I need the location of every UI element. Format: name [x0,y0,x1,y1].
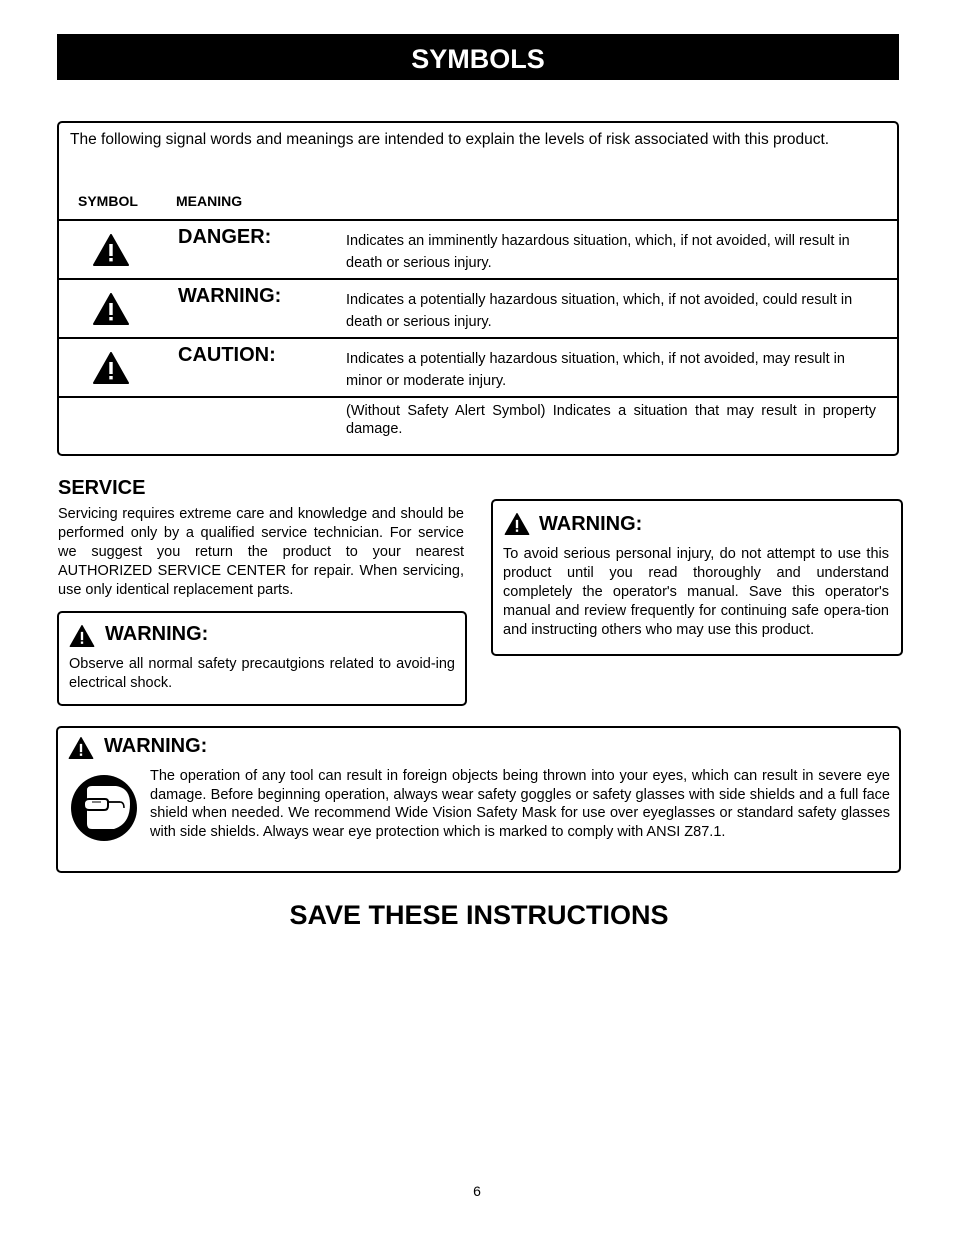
warning-title: WARNING: [539,513,643,535]
column-header-symbol: SYMBOL [78,193,138,209]
warning-text: To avoid serious personal injury, do not attempt to use this product until you read thoroughly and understand completely the operator's manual. Save this operator's manual and review frequently for continuing safe opera-tion and instructing others who may use this product. [503,546,889,638]
warning-title: WARNING: [105,623,209,645]
signal-row-warning [59,278,897,338]
signal-description: Indicates a potentially hazardous situation, which, if not avoided, may result in minor or moderate injury. [346,351,845,389]
page-number: 6 [473,1183,481,1199]
warning-triangle-icon [93,293,129,325]
warning-box-electrical [57,611,467,706]
warning-triangle-icon [69,625,95,647]
warning-box-manual [491,499,903,656]
signal-description: (Without Safety Alert Symbol) Indicates a situation that may result in property damage. [346,403,876,437]
warning-triangle-icon [68,737,94,759]
warning-text: Observe all normal safety precautgions related to avoid-ing electrical shock. [69,656,455,691]
signal-row-property-damage [59,396,897,456]
column-header-meaning: MEANING [176,193,243,209]
save-instructions-text: SAVE THESE INSTRUCTIONS [289,900,669,930]
warning-box-eye-protection [56,726,901,873]
signal-word: CAUTION: [178,344,276,366]
signal-description: Indicates a potentially hazardous situation, which, if not avoided, could result in death or serious injury. [346,292,853,330]
signal-row-danger [59,219,897,279]
service-text: Servicing requires extreme care and knowledge and should be performed only by a qualified service technician. For service we suggest you return the product to your nearest AUTHORIZED SERVICE CENTER for repair. When servicing, use only identical replacement parts. [58,506,464,598]
signal-words-intro: The following signal words and meanings are intended to explain the levels of risk associated with this product. [70,131,830,148]
warning-triangle-icon [93,234,129,266]
save-instructions-heading [0,900,954,931]
signal-word: DANGER: [178,226,272,248]
warning-triangle-icon [93,352,129,384]
signal-row-caution [59,337,897,397]
signal-word: WARNING: [178,285,282,307]
warning-triangle-icon [504,513,530,535]
signal-description: Indicates an imminently hazardous situation, which, if not avoided, will result in death or serious injury. [346,233,850,271]
safety-glasses-icon [70,774,138,842]
service-heading: SERVICE [58,477,146,499]
warning-text: The operation of any tool can result in foreign objects being thrown into your eyes, which can result in severe eye damage. Before beginning operation, always wear safety goggles or safety glasses with side shields and a full face shield when needed. We recommend Wide Vision Safety Mask for use over eyeglasses or standard safety glasses with side shields. Always wear eye protection which is marked to comply with ANSI Z87.1. [150,768,890,840]
warning-title: WARNING: [104,735,208,757]
page-title: SYMBOLS [57,34,899,80]
signal-words-table [57,121,899,456]
